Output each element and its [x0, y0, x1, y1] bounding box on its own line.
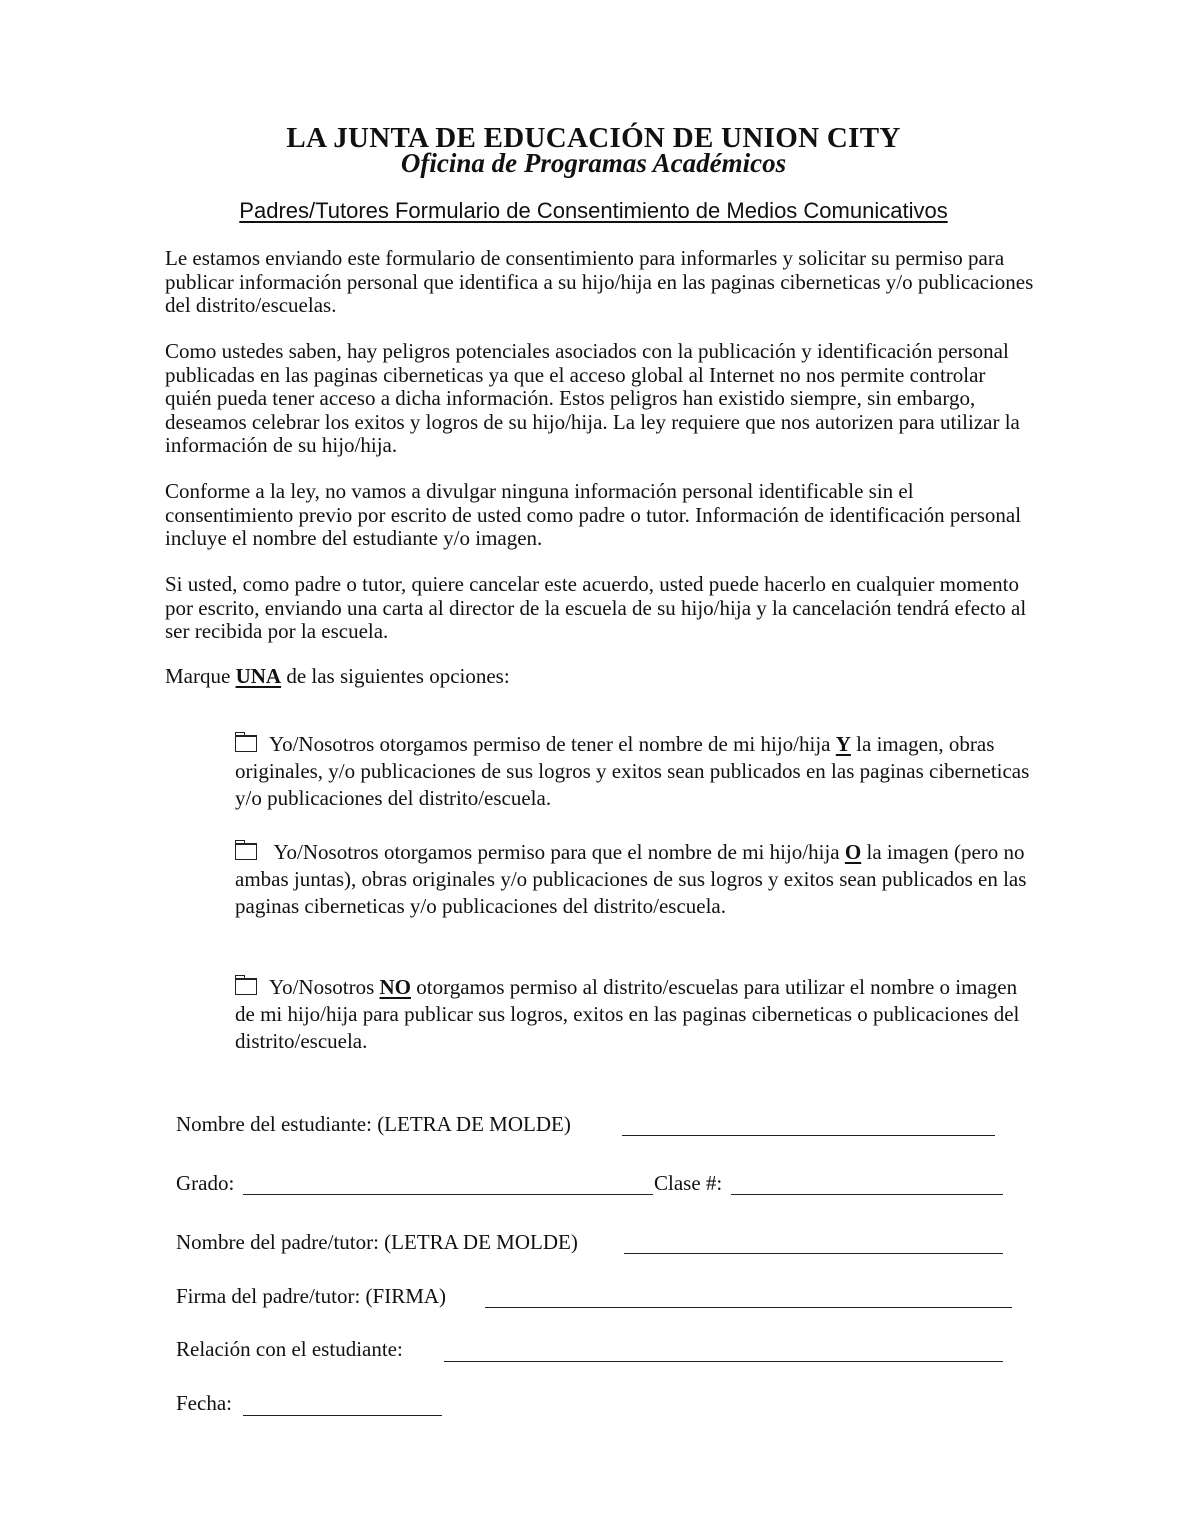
option-no-permission: [235, 974, 1035, 1055]
paragraph-dangers: Como ustedes saben, hay peligros potenciales asociados con la publicación y identificación personal publicadas en las paginas ciberneticas ya que el acceso global al Internet no nos permite controlar quién pueda tener acceso a dicha información. Estos peligros han existido siempre, sin embargo, deseamos celebrar los exitos y logros de su hijo/hija. La ley requiere que nos autorizen para utilizar la información de su hijo/hija.: [165, 339, 1020, 457]
instruction-text: [165, 665, 1035, 689]
parent-signature-field[interactable]: [485, 1307, 1012, 1308]
parent-name-field[interactable]: [624, 1253, 1003, 1254]
option-1-after: la imagen, obras originales, y/o publicaciones de sus logros y exitos sean publicados en las paginas ciberneticas y/o publicaciones del distrito/escuela.: [235, 732, 1030, 810]
grade-label: Grado:: [176, 1171, 235, 1195]
student-name-label: Nombre del estudiante: (LETRA DE MOLDE): [176, 1112, 571, 1136]
form-title-text: Padres/Tutores Formulario de Consentimiento de Medios Comunicativos: [239, 198, 948, 223]
option-2-before: Yo/Nosotros otorgamos permiso para que el nombre de mi hijo/hija: [269, 840, 845, 864]
paragraph-cancel: Si usted, como padre o tutor, quiere cancelar este acuerdo, usted puede hacerlo en cualquier momento por escrito, enviando una carta al director de la escuela de su hijo/hija y la cancelación tendrá efecto al ser recibida por la escuela.: [165, 572, 1027, 643]
option-3-emphasis: NO: [379, 975, 411, 999]
instruction-after: de las siguientes opciones:: [281, 664, 510, 688]
instruction-emphasis: UNA: [235, 664, 282, 688]
parent-signature-label: Firma del padre/tutor: (FIRMA): [176, 1284, 447, 1308]
checkbox-option-1[interactable]: [235, 735, 257, 752]
parent-name-label: Nombre del padre/tutor: (LETRA DE MOLDE): [176, 1230, 578, 1254]
checkbox-option-2[interactable]: [235, 843, 257, 860]
checkbox-option-3[interactable]: [235, 978, 257, 995]
option-1-emphasis: Y: [835, 732, 851, 756]
office-subtitle: Oficina de Programas Académicos: [400, 148, 787, 178]
option-name-or-image: [235, 839, 1035, 920]
option-3-before: Yo/Nosotros: [269, 975, 380, 999]
instruction-before: Marque: [165, 664, 236, 688]
option-name-and-image: [235, 731, 1035, 812]
class-field[interactable]: [731, 1194, 1003, 1195]
student-name-field[interactable]: [622, 1135, 995, 1136]
date-label: Fecha:: [176, 1391, 232, 1415]
option-2-emphasis: O: [844, 840, 862, 864]
page-title: LA JUNTA DE EDUCACIÓN DE UNION CITY: [286, 122, 901, 154]
date-field[interactable]: [243, 1415, 442, 1416]
paragraph-intro: Le estamos enviando este formulario de consentimiento para informarles y solicitar su permiso para publicar información personal que identifica a su hijo/hija en las paginas ciberneticas y/o publicaciones del distrito/escuelas.: [165, 246, 1034, 317]
option-2-after: la imagen (pero no ambas juntas), obras originales y/o publicaciones de sus logros y exitos sean publicados en las paginas ciberneticas y/o publicaciones del distrito/escuela.: [235, 840, 1027, 918]
class-label: Clase #:: [654, 1171, 723, 1195]
relationship-label: Relación con el estudiante:: [176, 1337, 403, 1361]
form-title: [0, 197, 1187, 225]
paragraph-law: Conforme a la ley, no vamos a divulgar ninguna información personal identificable sin el consentimiento previo por escrito de usted como padre o tutor. Información de identificación personal incluye el nombre del estudiante y/o imagen.: [165, 479, 1022, 550]
grade-field[interactable]: [243, 1194, 653, 1195]
option-3-after: otorgamos permiso al distrito/escuelas para utilizar el nombre o imagen de mi hijo/hija para publicar sus logros, exitos en las paginas ciberneticas o publicaciones del distrito/escuela.: [235, 975, 1020, 1053]
option-1-before: Yo/Nosotros otorgamos permiso de tener el nombre de mi hijo/hija: [269, 732, 836, 756]
relationship-field[interactable]: [444, 1361, 1003, 1362]
